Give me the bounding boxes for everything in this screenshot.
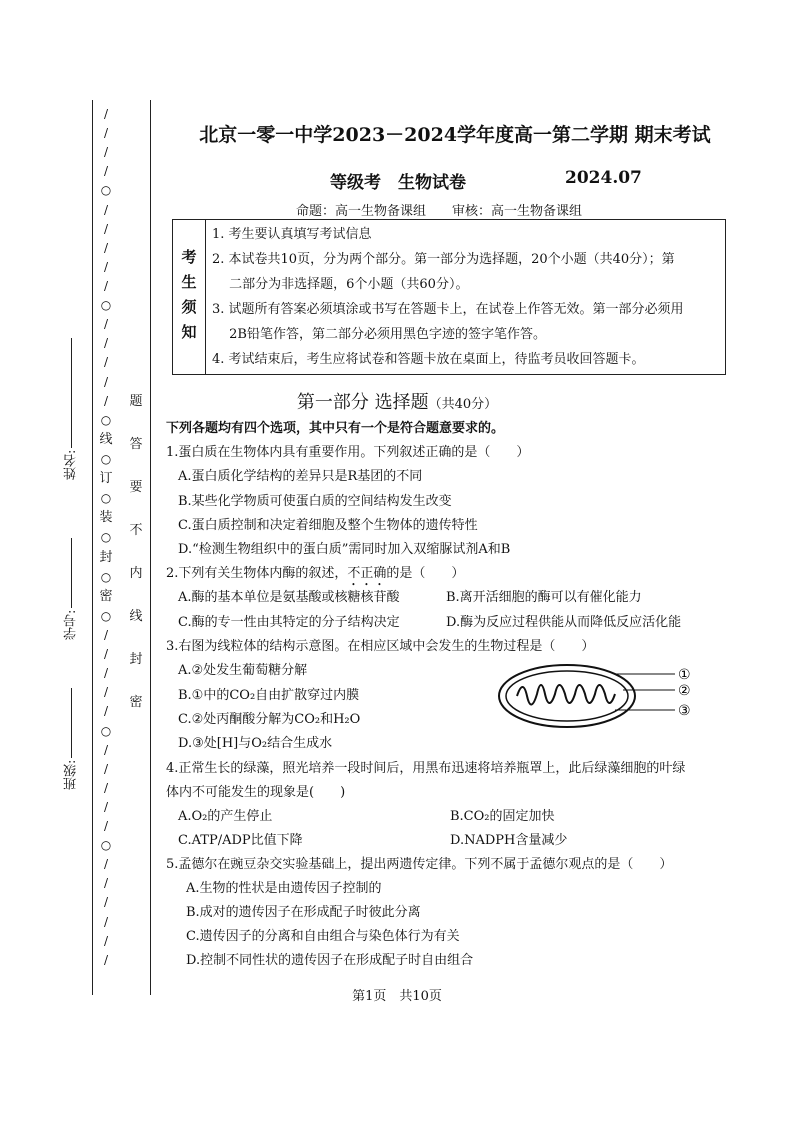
seal-slash-mark: / [103, 202, 109, 217]
q4-option-c[interactable]: C.ATP/ADP比值下降 [178, 833, 303, 848]
exam-subtitle: 等级考 生物试卷 [330, 173, 466, 193]
binding-line-outer [92, 100, 93, 995]
exam-credits: 命题：高一生物备课组 审核：高一生物备课组 [296, 204, 583, 219]
q5-stem: 5.孟德尔在豌豆杂交实验基础上，提出两遗传定律。下列不属于孟德尔观点的是（ ） [166, 857, 673, 872]
q4-option-d[interactable]: D.NADPH含量减少 [450, 833, 568, 848]
seal-circle-mark: ○ [100, 298, 112, 313]
binding-line-inner [150, 100, 151, 995]
seal-slash-mark: / [103, 355, 109, 370]
seal-slash-mark: / [103, 952, 109, 967]
notice-item: 4. 考试结束后，考生应将试卷和答题卡放在桌面上，待监考员收回答题卡。 [212, 352, 645, 367]
q5-option-b[interactable]: B.成对的遗传因子在形成配子时彼此分离 [186, 905, 421, 920]
id-field[interactable] [62, 545, 81, 640]
seal-slash-mark: / [103, 799, 109, 814]
notice-body [206, 220, 726, 375]
seal-slash-mark: / [103, 317, 109, 332]
q2-option-a[interactable]: A.酶的基本单位是氨基酸或核糖核苷酸 [178, 590, 400, 605]
seal-circle-mark: ○ [100, 451, 112, 466]
q5-option-a[interactable]: A.生物的性状是由遗传因子控制的 [186, 881, 382, 896]
inner-membrane-base [506, 671, 628, 721]
q2-emphasis: 不正确 [347, 566, 387, 581]
exam-title: 北京一零一中学2023－2024学年度高一第二学期 期末考试 [199, 124, 711, 146]
seal-circle-mark: ○ [100, 838, 112, 853]
inner-seal-char: 内 [129, 566, 143, 581]
q3-option-d[interactable]: D.③处[H]与O₂结合生成水 [178, 736, 333, 751]
part1-heading [0, 388, 794, 414]
id-label: 学号: [64, 609, 79, 640]
notice-item: 2B铅笔作答，第二部分必须用黑色字迹的签字笔作答。 [212, 327, 546, 342]
class-field[interactable] [62, 700, 81, 790]
seal-char: 线 [99, 431, 113, 447]
notice-item: 3. 试题所有答案必须填涂或书写在答题卡上，在试卷上作答无效。第一部分必须用 [212, 302, 684, 317]
diagram-label: ② [678, 683, 691, 699]
page-footer: 第1页 共10页 [352, 989, 442, 1004]
seal-slash-mark: / [103, 914, 109, 929]
seal-char: 装 [99, 510, 113, 526]
seal-slash-mark: / [103, 145, 109, 160]
q3-option-b[interactable]: B.①中的CO₂自由扩散穿过内膜 [178, 688, 360, 703]
instruction: 下列各题均有四个选项，其中只有一个是符合题意要求的。 [166, 421, 505, 436]
notice-item: 二部分为非选择题，6个小题（共60分）。 [212, 277, 469, 292]
seal-char: 订 [99, 471, 113, 487]
notice-item: 2. 本试卷共10页，分为两个部分。第一部分为选择题，20个小题（共40分）；第 [212, 252, 675, 267]
q3-stem: 3.右图为线粒体的结构示意图。在相应区域中会发生的生物过程是（ ） [166, 639, 595, 654]
seal-slash-mark: / [103, 819, 109, 834]
diagram-label: ③ [678, 703, 691, 719]
seal-slash-mark: / [103, 240, 109, 255]
inner-seal-column [126, 390, 146, 710]
seal-circle-mark: ○ [100, 183, 112, 198]
part1-title: 第一部分 选择题 [296, 392, 429, 413]
inner-seal-char: 线 [129, 609, 143, 624]
seal-slash-mark: / [103, 126, 109, 141]
seal-circle-mark: ○ [100, 491, 112, 506]
seal-slash-mark: / [103, 647, 109, 662]
q2-option-b[interactable]: B.离开活细胞的酶可以有催化能力 [446, 590, 642, 605]
q3-option-c[interactable]: C.②处丙酮酸分解为CO₂和H₂O [178, 712, 361, 727]
seal-dash-column [99, 108, 113, 966]
q4-stem-line2: 体内不可能发生的现象是( ) [166, 785, 346, 800]
q5-option-c[interactable]: C.遗传因子的分离和自由组合与染色体行为有关 [186, 929, 460, 944]
part1-points: （共40分） [428, 397, 498, 412]
q1-option-b[interactable]: B.某些化学物质可使蛋白质的空间结构发生改变 [178, 494, 452, 509]
inner-seal-char: 答 [129, 437, 143, 452]
seal-slash-mark: / [103, 374, 109, 389]
seal-slash-mark: / [103, 164, 109, 179]
seal-char: 密 [99, 588, 113, 604]
q5-option-d[interactable]: D.控制不同性状的遗传因子在形成配子时自由组合 [186, 953, 474, 968]
class-label: 班级: [64, 759, 79, 790]
seal-slash-mark: / [103, 933, 109, 948]
seal-circle-mark: ○ [100, 530, 112, 545]
cristae [517, 685, 615, 705]
seal-slash-mark: / [103, 742, 109, 757]
seal-slash-mark: / [103, 107, 109, 121]
q1-option-d[interactable]: D.“检测生物组织中的蛋白质”需同时加入双缩脲试剂A和B [178, 542, 511, 557]
q1-option-c[interactable]: C.蛋白质控制和决定着细胞及整个生物体的遗传特性 [178, 518, 478, 533]
inner-seal-char: 密 [129, 695, 143, 710]
exam-date: 2024.07 [565, 168, 642, 188]
seal-slash-mark: / [103, 259, 109, 274]
seal-circle-mark: ○ [100, 412, 112, 427]
seal-slash-mark: / [103, 666, 109, 681]
seal-slash-mark: / [103, 761, 109, 776]
seal-slash-mark: / [103, 336, 109, 351]
seal-circle-mark: ○ [100, 723, 112, 738]
q2-option-c[interactable]: C.酶的专一性由其特定的分子结构决定 [178, 615, 400, 630]
seal-circle-mark: ○ [100, 569, 112, 584]
inner-seal-char: 封 [129, 652, 143, 667]
seal-slash-mark: / [103, 393, 109, 408]
q4-option-b[interactable]: B.CO₂的固定加快 [450, 809, 555, 824]
q1-option-a[interactable]: A.蛋白质化学结构的差异只是R基团的不同 [178, 469, 423, 484]
q2-option-d[interactable]: D.酶为反应过程供能从而降低反应活化能 [446, 615, 682, 630]
seal-slash-mark: / [103, 221, 109, 236]
seal-slash-mark: / [103, 704, 109, 719]
seal-slash-mark: / [103, 876, 109, 891]
q1-stem: 1.蛋白质在生物体内具有重要作用。下列叙述正确的是（ ） [166, 445, 530, 460]
q4-option-a[interactable]: A.O₂的产生停止 [178, 809, 273, 824]
seal-char: 封 [99, 549, 113, 565]
seal-slash-mark: / [103, 627, 109, 642]
seal-slash-mark: / [103, 278, 109, 293]
inner-seal-char: 要 [129, 480, 143, 495]
seal-slash-mark: / [103, 895, 109, 910]
q4-stem-line1: 4.正常生长的绿藻，照光培养一段时间后，用黑布迅速将培养瓶罩上，此后绿藻细胞的叶绿 [166, 761, 686, 776]
q2-stem: 2.下列有关生物体内酶的叙述，不正确的是（ ） [166, 566, 465, 581]
inner-seal-char: 题 [129, 394, 143, 409]
seal-slash-mark: / [103, 857, 109, 872]
seal-slash-mark: / [103, 780, 109, 795]
q3-option-a[interactable]: A.②处发生葡萄糖分解 [178, 663, 308, 678]
notice-item: 1. 考生要认真填写考试信息 [212, 227, 372, 242]
notice-label: 考 生 须 知 [173, 220, 206, 375]
mitochondrion-diagram [495, 660, 705, 730]
seal-circle-mark: ○ [100, 608, 112, 623]
notice-box [172, 219, 726, 375]
diagram-label: ① [678, 667, 691, 683]
inner-seal-char: 不 [129, 523, 143, 538]
seal-slash-mark: / [103, 685, 109, 700]
name-label: 姓名: [64, 449, 79, 480]
